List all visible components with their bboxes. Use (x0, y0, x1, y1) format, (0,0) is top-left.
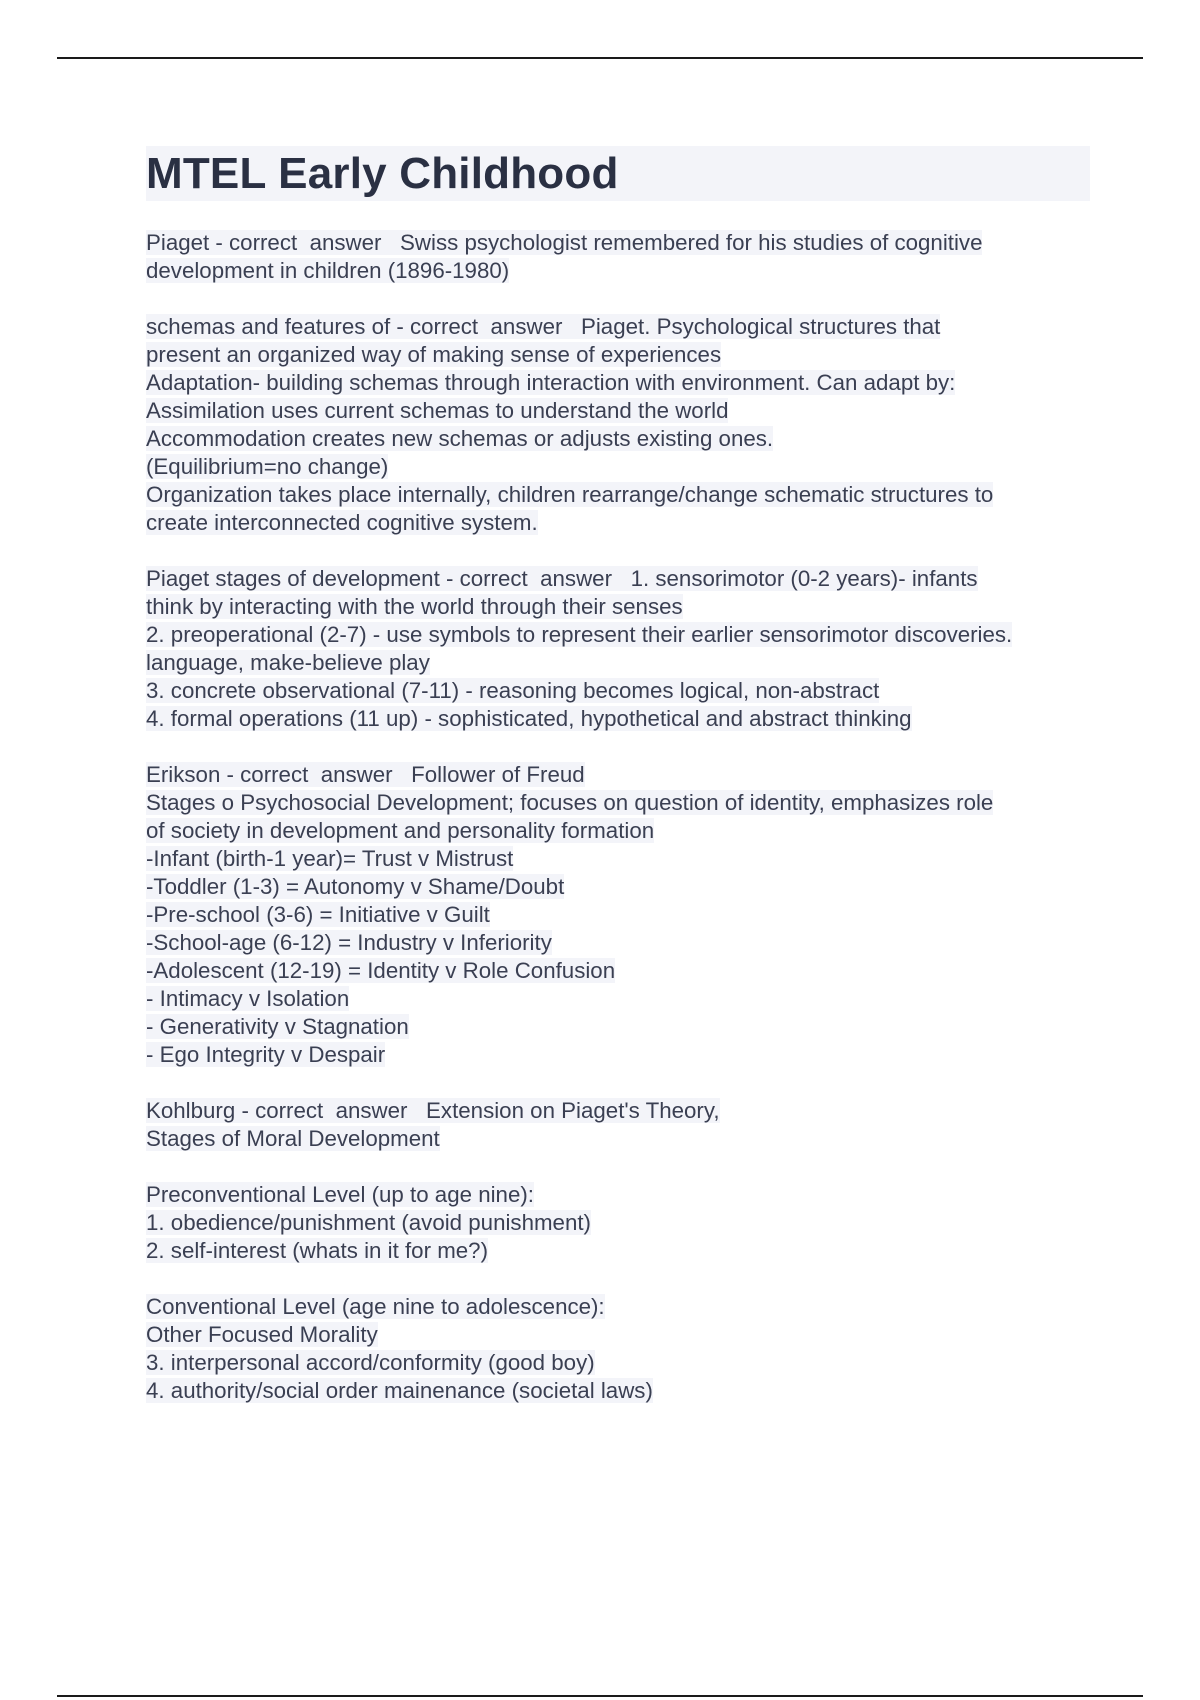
text-line-content: think by interacting with the world through their senses (146, 594, 683, 619)
text-line (146, 985, 1090, 1013)
text-line-content: Stages o Psychosocial Development; focuses on question of identity, emphasizes role (146, 790, 994, 815)
text-line (146, 425, 1090, 453)
text-line (146, 901, 1090, 929)
flashcard-entry (146, 1181, 1090, 1265)
bottom-rule (57, 1695, 1143, 1697)
text-line (146, 1125, 1090, 1153)
text-line (146, 397, 1090, 425)
text-line (146, 1321, 1090, 1349)
flashcard-entry (146, 229, 1090, 285)
text-line-content: Piaget stages of development - correct answer 1. sensorimotor (0-2 years)- infants (146, 566, 978, 591)
text-line (146, 481, 1090, 509)
text-line (146, 817, 1090, 845)
top-rule (57, 57, 1143, 59)
text-line-content: Conventional Level (age nine to adolescence): (146, 1294, 605, 1319)
text-line-content: Piaget - correct answer Swiss psychologist remembered for his studies of cognitive (146, 230, 983, 255)
text-line (146, 649, 1090, 677)
text-line-content: - Generativity v Stagnation (146, 1014, 409, 1039)
flashcard-entry (146, 1097, 1090, 1153)
text-line-content: development in children (1896-1980) (146, 258, 510, 283)
text-line (146, 761, 1090, 789)
text-line (146, 1097, 1090, 1125)
flashcard-list (146, 229, 1090, 1405)
text-line-content: -School-age (6-12) = Industry v Inferiority (146, 930, 552, 955)
text-line-content: Other Focused Morality (146, 1322, 378, 1347)
text-line-content: 1. obedience/punishment (avoid punishment) (146, 1210, 591, 1235)
text-line-content: -Toddler (1-3) = Autonomy v Shame/Doubt (146, 874, 565, 899)
text-line-content: - Ego Integrity v Despair (146, 1042, 386, 1067)
text-line (146, 621, 1090, 649)
text-line-content: Adaptation- building schemas through interaction with environment. Can adapt by: (146, 370, 956, 395)
text-line-content: 2. self-interest (whats in it for me?) (146, 1238, 488, 1263)
text-line-content: Assimilation uses current schemas to understand the world (146, 398, 729, 423)
flashcard-entry (146, 313, 1090, 537)
text-line-content: -Pre-school (3-6) = Initiative v Guilt (146, 902, 490, 927)
paragraph-gap (146, 285, 1090, 313)
flashcard-entry (146, 1293, 1090, 1405)
text-line (146, 957, 1090, 985)
text-line (146, 873, 1090, 901)
text-line (146, 845, 1090, 873)
text-line-content: present an organized way of making sense of experiences (146, 342, 722, 367)
text-line-content: create interconnected cognitive system. (146, 510, 538, 535)
text-line-content: language, make-believe play (146, 650, 430, 675)
flashcard-entry (146, 761, 1090, 1069)
text-line-content: Erikson - correct answer Follower of Freud (146, 762, 585, 787)
text-line (146, 1181, 1090, 1209)
text-line-content: -Infant (birth-1 year)= Trust v Mistrust (146, 846, 514, 871)
paragraph-gap (146, 1153, 1090, 1181)
text-line (146, 341, 1090, 369)
text-line (146, 313, 1090, 341)
text-line-content: Stages of Moral Development (146, 1126, 440, 1151)
text-line (146, 1349, 1090, 1377)
text-line (146, 929, 1090, 957)
text-line (146, 369, 1090, 397)
text-line-content: 3. interpersonal accord/conformity (good boy) (146, 1350, 595, 1375)
text-line (146, 453, 1090, 481)
text-line (146, 565, 1090, 593)
document-title: MTEL Early Childhood (146, 146, 1090, 201)
text-line (146, 257, 1090, 285)
paragraph-gap (146, 733, 1090, 761)
text-line-content: -Adolescent (12-19) = Identity v Role Confusion (146, 958, 616, 983)
text-line-content: 4. formal operations (11 up) - sophisticated, hypothetical and abstract thinking (146, 706, 912, 731)
text-line-content: Accommodation creates new schemas or adjusts existing ones. (146, 426, 774, 451)
paragraph-gap (146, 1069, 1090, 1097)
text-line-content: (Equilibrium=no change) (146, 454, 389, 479)
text-line-content: 3. concrete observational (7-11) - reasoning becomes logical, non-abstract (146, 678, 880, 703)
text-line (146, 1209, 1090, 1237)
paragraph-gap (146, 537, 1090, 565)
text-line (146, 1041, 1090, 1069)
text-line (146, 1377, 1090, 1405)
text-line-content: Organization takes place internally, children rearrange/change schematic structures to (146, 482, 994, 507)
text-line-content: schemas and features of - correct answer Piaget. Psychological structures that (146, 314, 941, 339)
text-line (146, 1293, 1090, 1321)
text-line-content: Preconventional Level (up to age nine): (146, 1182, 534, 1207)
text-line-content: of society in development and personality formation (146, 818, 655, 843)
text-line (146, 1237, 1090, 1265)
text-line (146, 229, 1090, 257)
text-line (146, 1013, 1090, 1041)
text-line-content: Kohlburg - correct answer Extension on Piaget's Theory, (146, 1098, 720, 1123)
text-line (146, 593, 1090, 621)
text-line-content: 4. authority/social order mainenance (societal laws) (146, 1378, 653, 1403)
text-line-content: 2. preoperational (2-7) - use symbols to represent their earlier sensorimotor discoveries. (146, 622, 1013, 647)
text-line (146, 705, 1090, 733)
document-body (146, 146, 1090, 1405)
text-line-content: - Intimacy v Isolation (146, 986, 350, 1011)
paragraph-gap (146, 1265, 1090, 1293)
text-line (146, 789, 1090, 817)
text-line (146, 677, 1090, 705)
flashcard-entry (146, 565, 1090, 733)
text-line (146, 509, 1090, 537)
